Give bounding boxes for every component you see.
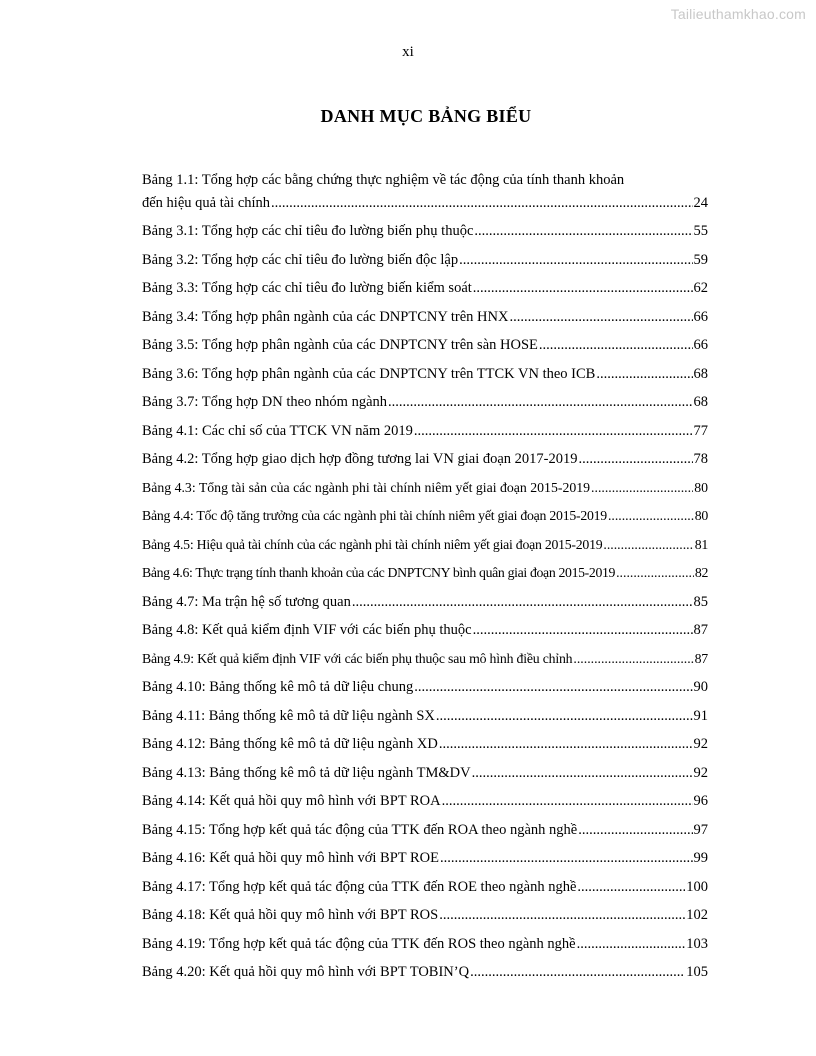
toc-entry-page: 90 (693, 679, 708, 695)
toc-entry[interactable] (142, 958, 708, 987)
toc-entry-label: Bảng 3.7: Tổng hợp DN theo nhóm ngành (142, 394, 388, 410)
dot-leader (388, 388, 692, 417)
toc-entry-label: Bảng 4.6: Thực trạng tính thanh khoản của các DNPTCNY bình quân giai đoạn 2015-2019 (142, 565, 616, 580)
dot-leader (436, 702, 693, 731)
toc-entry[interactable] (142, 673, 708, 702)
toc-entry-page: 87 (693, 622, 708, 638)
toc-entry[interactable] (142, 645, 708, 674)
toc-entry-page: 82 (694, 565, 708, 580)
toc-entry[interactable] (142, 901, 708, 930)
toc-entry-label: Bảng 4.19: Tổng hợp kết quả tác động của TTK đến ROS theo ngành nghề (142, 935, 576, 952)
toc-entry[interactable] (142, 559, 708, 588)
dot-leader (578, 816, 692, 845)
toc-entry[interactable] (142, 730, 708, 759)
toc-entry-label: Bảng 4.10: Bảng thống kê mô tả dữ liệu chung (142, 679, 414, 695)
dot-leader (414, 673, 692, 702)
toc-entry-page: 97 (693, 821, 708, 838)
page-title: DANH MỤC BẢNG BIỂU (320, 106, 532, 126)
toc-entry-page: 100 (686, 878, 708, 895)
dot-leader (474, 217, 692, 246)
toc-entry-page: 66 (693, 308, 708, 325)
toc-entry-label: Bảng 4.15: Tổng hợp kết quả tác động của TTK đến ROA theo ngành nghề (142, 821, 578, 838)
toc-entry-page: 92 (693, 764, 708, 781)
toc-entry-label: Bảng 4.1: Các chỉ số của TTCK VN năm 2019 (142, 422, 413, 439)
toc-entry-page: 99 (693, 850, 708, 866)
toc-entry-page: 78 (693, 451, 708, 467)
toc-entry[interactable] (142, 502, 708, 531)
toc-entry-page: 24 (693, 195, 708, 211)
toc-entry-label: Bảng 4.14: Kết quả hồi quy mô hình với BPT ROA (142, 793, 441, 809)
toc-entry-page: 80 (694, 479, 708, 495)
toc-entry-label: Bảng 4.11: Bảng thống kê mô tả dữ liệu ngành SX (142, 707, 435, 724)
dot-leader (577, 873, 685, 902)
toc-entry[interactable] (142, 531, 708, 560)
dot-leader (591, 474, 693, 503)
dot-leader (473, 274, 693, 303)
toc-entry-page: 68 (693, 394, 708, 410)
toc-entry[interactable] (142, 702, 708, 731)
toc-entry-label: Bảng 4.7: Ma trận hệ số tương quan (142, 593, 351, 610)
dot-leader (577, 930, 686, 959)
dot-leader (573, 645, 693, 674)
dot-leader (440, 844, 693, 873)
dot-leader (578, 445, 692, 474)
toc-entry-label: Bảng 3.1: Tổng hợp các chỉ tiêu đo lường biến phụ thuộc (142, 223, 474, 239)
toc-entry[interactable] (142, 246, 708, 275)
toc-entry-page: 102 (686, 907, 708, 923)
toc-entry-label: Bảng 3.3: Tổng hợp các chỉ tiêu đo lường biến kiểm soát (142, 280, 472, 296)
toc-entry-page: 85 (693, 593, 708, 610)
toc-entry-label: Bảng 4.3: Tổng tài sản của các ngành phi tài chính niêm yết giai đoạn 2015-2019 (142, 479, 591, 495)
dot-leader (473, 616, 693, 645)
dot-leader (470, 958, 685, 987)
toc-entry-page: 103 (686, 935, 708, 952)
dot-leader (616, 559, 694, 588)
toc-entry-label: đến hiệu quả tài chính (142, 195, 271, 211)
toc-entry[interactable] (142, 844, 708, 873)
toc-entry[interactable] (142, 787, 708, 816)
dot-leader (459, 246, 692, 275)
dot-leader (439, 730, 693, 759)
toc-entry-label-line1: Bảng 1.1: Tổng hợp các bằng chứng thực nghiệm về tác động của tính thanh khoản (142, 172, 625, 188)
dot-leader (539, 331, 693, 360)
toc-entry[interactable] (142, 417, 708, 446)
toc-entry-page: 77 (693, 422, 708, 439)
toc-entry-label: Bảng 3.2: Tổng hợp các chỉ tiêu đo lường biến độc lập (142, 251, 459, 268)
toc-entry-page: 68 (693, 365, 708, 382)
toc-entry[interactable] (142, 331, 708, 360)
toc-entry-label: Bảng 4.5: Hiệu quả tài chính của các ngành phi tài chính niêm yết giai đoạn 2015-2019 (142, 536, 603, 552)
toc-entry-page: 96 (693, 793, 708, 809)
toc-entry[interactable] (142, 930, 708, 959)
toc-entry-page: 66 (693, 337, 708, 353)
toc-entry[interactable] (142, 388, 708, 417)
dot-leader (414, 417, 693, 446)
toc-entry[interactable] (142, 445, 708, 474)
watermark: Tailieuthamkhao.com (670, 6, 806, 22)
dot-leader (442, 787, 693, 816)
toc-entry-label: Bảng 4.2: Tổng hợp giao dịch hợp đồng tương lai VN giai đoạn 2017-2019 (142, 451, 578, 467)
toc-entry-label: Bảng 3.5: Tổng hợp phân ngành của các DNPTCNY trên sàn HOSE (142, 337, 538, 353)
toc-entry-page: 59 (693, 251, 708, 268)
toc-entry[interactable] (142, 360, 708, 389)
page-number: xi (402, 44, 414, 60)
toc-entry-label: Bảng 4.20: Kết quả hồi quy mô hình với BPT TOBIN’Q (142, 964, 470, 980)
toc-entry-label: Bảng 4.4: Tốc độ tăng trưởng của các ngành phi tài chính niêm yết giai đoạn 2015-2019 (142, 508, 607, 523)
toc-entry[interactable] (142, 616, 708, 645)
toc-entry-page: 80 (694, 508, 708, 523)
toc-entry[interactable] (142, 217, 708, 246)
toc-entry[interactable] (142, 816, 708, 845)
toc-entry-label: Bảng 3.6: Tổng hợp phân ngành của các DNPTCNY trên TTCK VN theo ICB (142, 365, 596, 382)
toc-entry[interactable] (142, 759, 708, 788)
dot-leader (603, 531, 693, 560)
dot-leader (608, 502, 694, 531)
toc-entry-label: Bảng 4.18: Kết quả hồi quy mô hình với BPT ROS (142, 907, 439, 923)
dot-leader (509, 303, 692, 332)
toc-entry-label: Bảng 4.16: Kết quả hồi quy mô hình với BPT ROE (142, 850, 439, 866)
toc-entry[interactable] (142, 474, 708, 503)
toc-entry-label: Bảng 4.12: Bảng thống kê mô tả dữ liệu ngành XD (142, 736, 438, 752)
toc-entry-label: Bảng 4.8: Kết quả kiểm định VIF với các biến phụ thuộc (142, 622, 472, 638)
toc-entry-page: 81 (694, 536, 708, 552)
toc-entry[interactable] (142, 873, 708, 902)
toc-entry-label: Bảng 4.13: Bảng thống kê mô tả dữ liệu ngành TM&DV (142, 764, 471, 781)
toc-entry[interactable] (142, 303, 708, 332)
dot-leader (472, 759, 693, 788)
toc-entry-label: Bảng 4.9: Kết quả kiểm định VIF với các biến phụ thuộc sau mô hình điều chỉnh (142, 650, 573, 666)
toc-entry-page: 87 (694, 650, 708, 666)
table-of-tables (142, 171, 708, 987)
toc-entry-page: 55 (693, 223, 708, 239)
toc-entry[interactable] (142, 588, 708, 617)
dot-leader (596, 360, 692, 389)
dot-leader (439, 901, 685, 930)
toc-entry-page: 105 (686, 964, 708, 980)
toc-entry[interactable] (142, 171, 708, 217)
toc-entry-page: 92 (693, 736, 708, 752)
toc-entry-page: 62 (693, 280, 708, 296)
toc-entry[interactable] (142, 274, 708, 303)
dot-leader (352, 588, 693, 617)
toc-entry-label: Bảng 3.4: Tổng hợp phân ngành của các DNPTCNY trên HNX (142, 308, 509, 325)
toc-entry-page: 91 (693, 707, 708, 724)
dot-leader (271, 190, 692, 217)
toc-entry-label: Bảng 4.17: Tổng hợp kết quả tác động của TTK đến ROE theo ngành nghề (142, 878, 577, 895)
